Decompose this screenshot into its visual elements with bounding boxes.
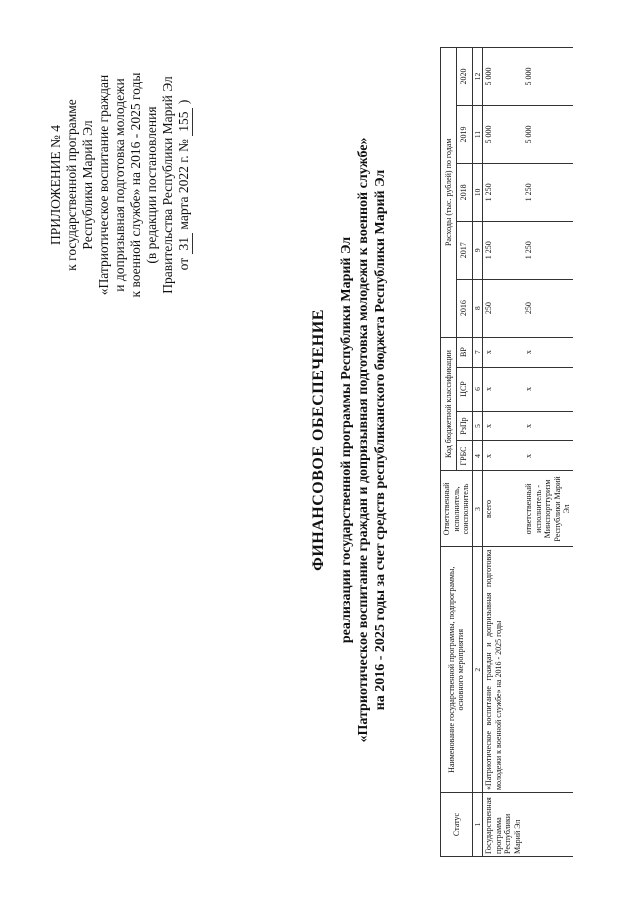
column-number: 12 xyxy=(472,48,483,106)
appendix-line: Республики Марий Эл xyxy=(80,120,95,250)
header-year: 2020 xyxy=(456,48,472,106)
header-budget-code: Код бюджетной классификации xyxy=(441,337,457,471)
cell-code: х xyxy=(523,411,573,441)
title-main: ФИНАНСОВОЕ ОБЕСПЕЧЕНИЕ xyxy=(310,309,327,571)
cell-value: 5 000 xyxy=(523,48,573,106)
cell-value: 5 000 xyxy=(483,48,524,106)
cell-executor: ответственный исполнитель - Минспорттуризм Республики Марий Эл xyxy=(523,471,573,547)
date-rest: марта 2022 г. № xyxy=(176,139,191,230)
table-row xyxy=(483,48,524,857)
cell-code: х xyxy=(483,411,524,441)
column-number: 7 xyxy=(472,337,483,367)
appendix-date-line xyxy=(176,50,193,320)
appendix-line: ПРИЛОЖЕНИЕ № 4 xyxy=(48,124,63,246)
cell-name xyxy=(523,547,573,793)
header-code-rzpr: РзПр xyxy=(456,411,472,441)
column-number: 9 xyxy=(472,221,483,279)
header-year: 2019 xyxy=(456,106,472,164)
header-year: 2016 xyxy=(456,279,472,337)
appendix-block xyxy=(48,50,193,320)
column-number: 6 xyxy=(472,367,483,411)
table-row xyxy=(523,48,573,857)
header-year: 2018 xyxy=(456,163,472,221)
header-code-csr: ЦСР xyxy=(456,367,472,411)
appendix-line: (в редакции постановления xyxy=(144,106,159,264)
header-code-vr: ВР xyxy=(456,337,472,367)
cell-code: х xyxy=(523,441,573,471)
header-status: Статус xyxy=(441,793,473,857)
cell-value: 5 000 xyxy=(483,106,524,164)
column-number: 11 xyxy=(472,106,483,164)
column-number: 2 xyxy=(472,547,483,793)
appendix-line: и допризывная подготовка молодежи xyxy=(112,78,127,292)
cell-code: х xyxy=(483,367,524,411)
column-number: 1 xyxy=(472,793,483,857)
cell-code: х xyxy=(523,337,573,367)
column-number: 5 xyxy=(472,411,483,441)
cell-value: 1 250 xyxy=(523,221,573,279)
cell-status: Государственная программа Республики Марий Эл xyxy=(483,793,524,857)
cell-value: 1 250 xyxy=(523,163,573,221)
header-year: 2017 xyxy=(456,221,472,279)
cell-value: 250 xyxy=(523,279,573,337)
column-number: 4 xyxy=(472,441,483,471)
header-executor: Ответственный исполнитель, соисполнитель xyxy=(441,471,473,547)
appendix-line: к государственной программе xyxy=(64,99,79,271)
appendix-line: «Патриотическое воспитание граждан xyxy=(96,74,111,296)
cell-value: 1 250 xyxy=(483,163,524,221)
title-line-1: реализации государственной программы Республики Марий Эл xyxy=(339,236,354,644)
cell-name: «Патриотическое воспитание граждан и допризывная подготовка молодежи к военной службе» на 2016 - 2025 годы xyxy=(483,547,524,793)
column-number: 10 xyxy=(472,163,483,221)
date-number: 155 xyxy=(176,108,193,136)
column-number: 8 xyxy=(472,279,483,337)
document-title xyxy=(310,95,389,785)
header-name: Наименование государственной программы, подпрограммы, основного мероприятия xyxy=(441,547,473,793)
cell-code: х xyxy=(523,367,573,411)
financing-table xyxy=(440,47,573,857)
date-prefix: от xyxy=(176,257,191,271)
cell-value: 5 000 xyxy=(523,106,573,164)
title-line-3: на 2016 - 2025 годы за счет средств республиканского бюджета Республики Марий Эл xyxy=(373,169,388,711)
column-number: 3 xyxy=(472,471,483,547)
cell-value: 250 xyxy=(483,279,524,337)
column-number-row xyxy=(472,48,483,857)
appendix-line: к военной службе» на 2016 - 2025 годы xyxy=(128,72,143,298)
title-line-2: «Патриотическое воспитание граждан и допризывная подготовка молодежи к военной службе» xyxy=(356,137,371,743)
cell-code: х xyxy=(483,441,524,471)
cell-value: 1 250 xyxy=(483,221,524,279)
header-code-grbs: ГРБС xyxy=(456,441,472,471)
date-day: 31 xyxy=(176,233,193,255)
header-expenses: Расходы (тыс. рублей) по годам xyxy=(441,48,457,338)
cell-code: х xyxy=(483,337,524,367)
cell-executor: всего xyxy=(483,471,524,547)
appendix-line: Правительства Республики Марий Эл xyxy=(160,76,175,294)
cell-status xyxy=(523,793,573,857)
date-close: ) xyxy=(176,99,191,105)
